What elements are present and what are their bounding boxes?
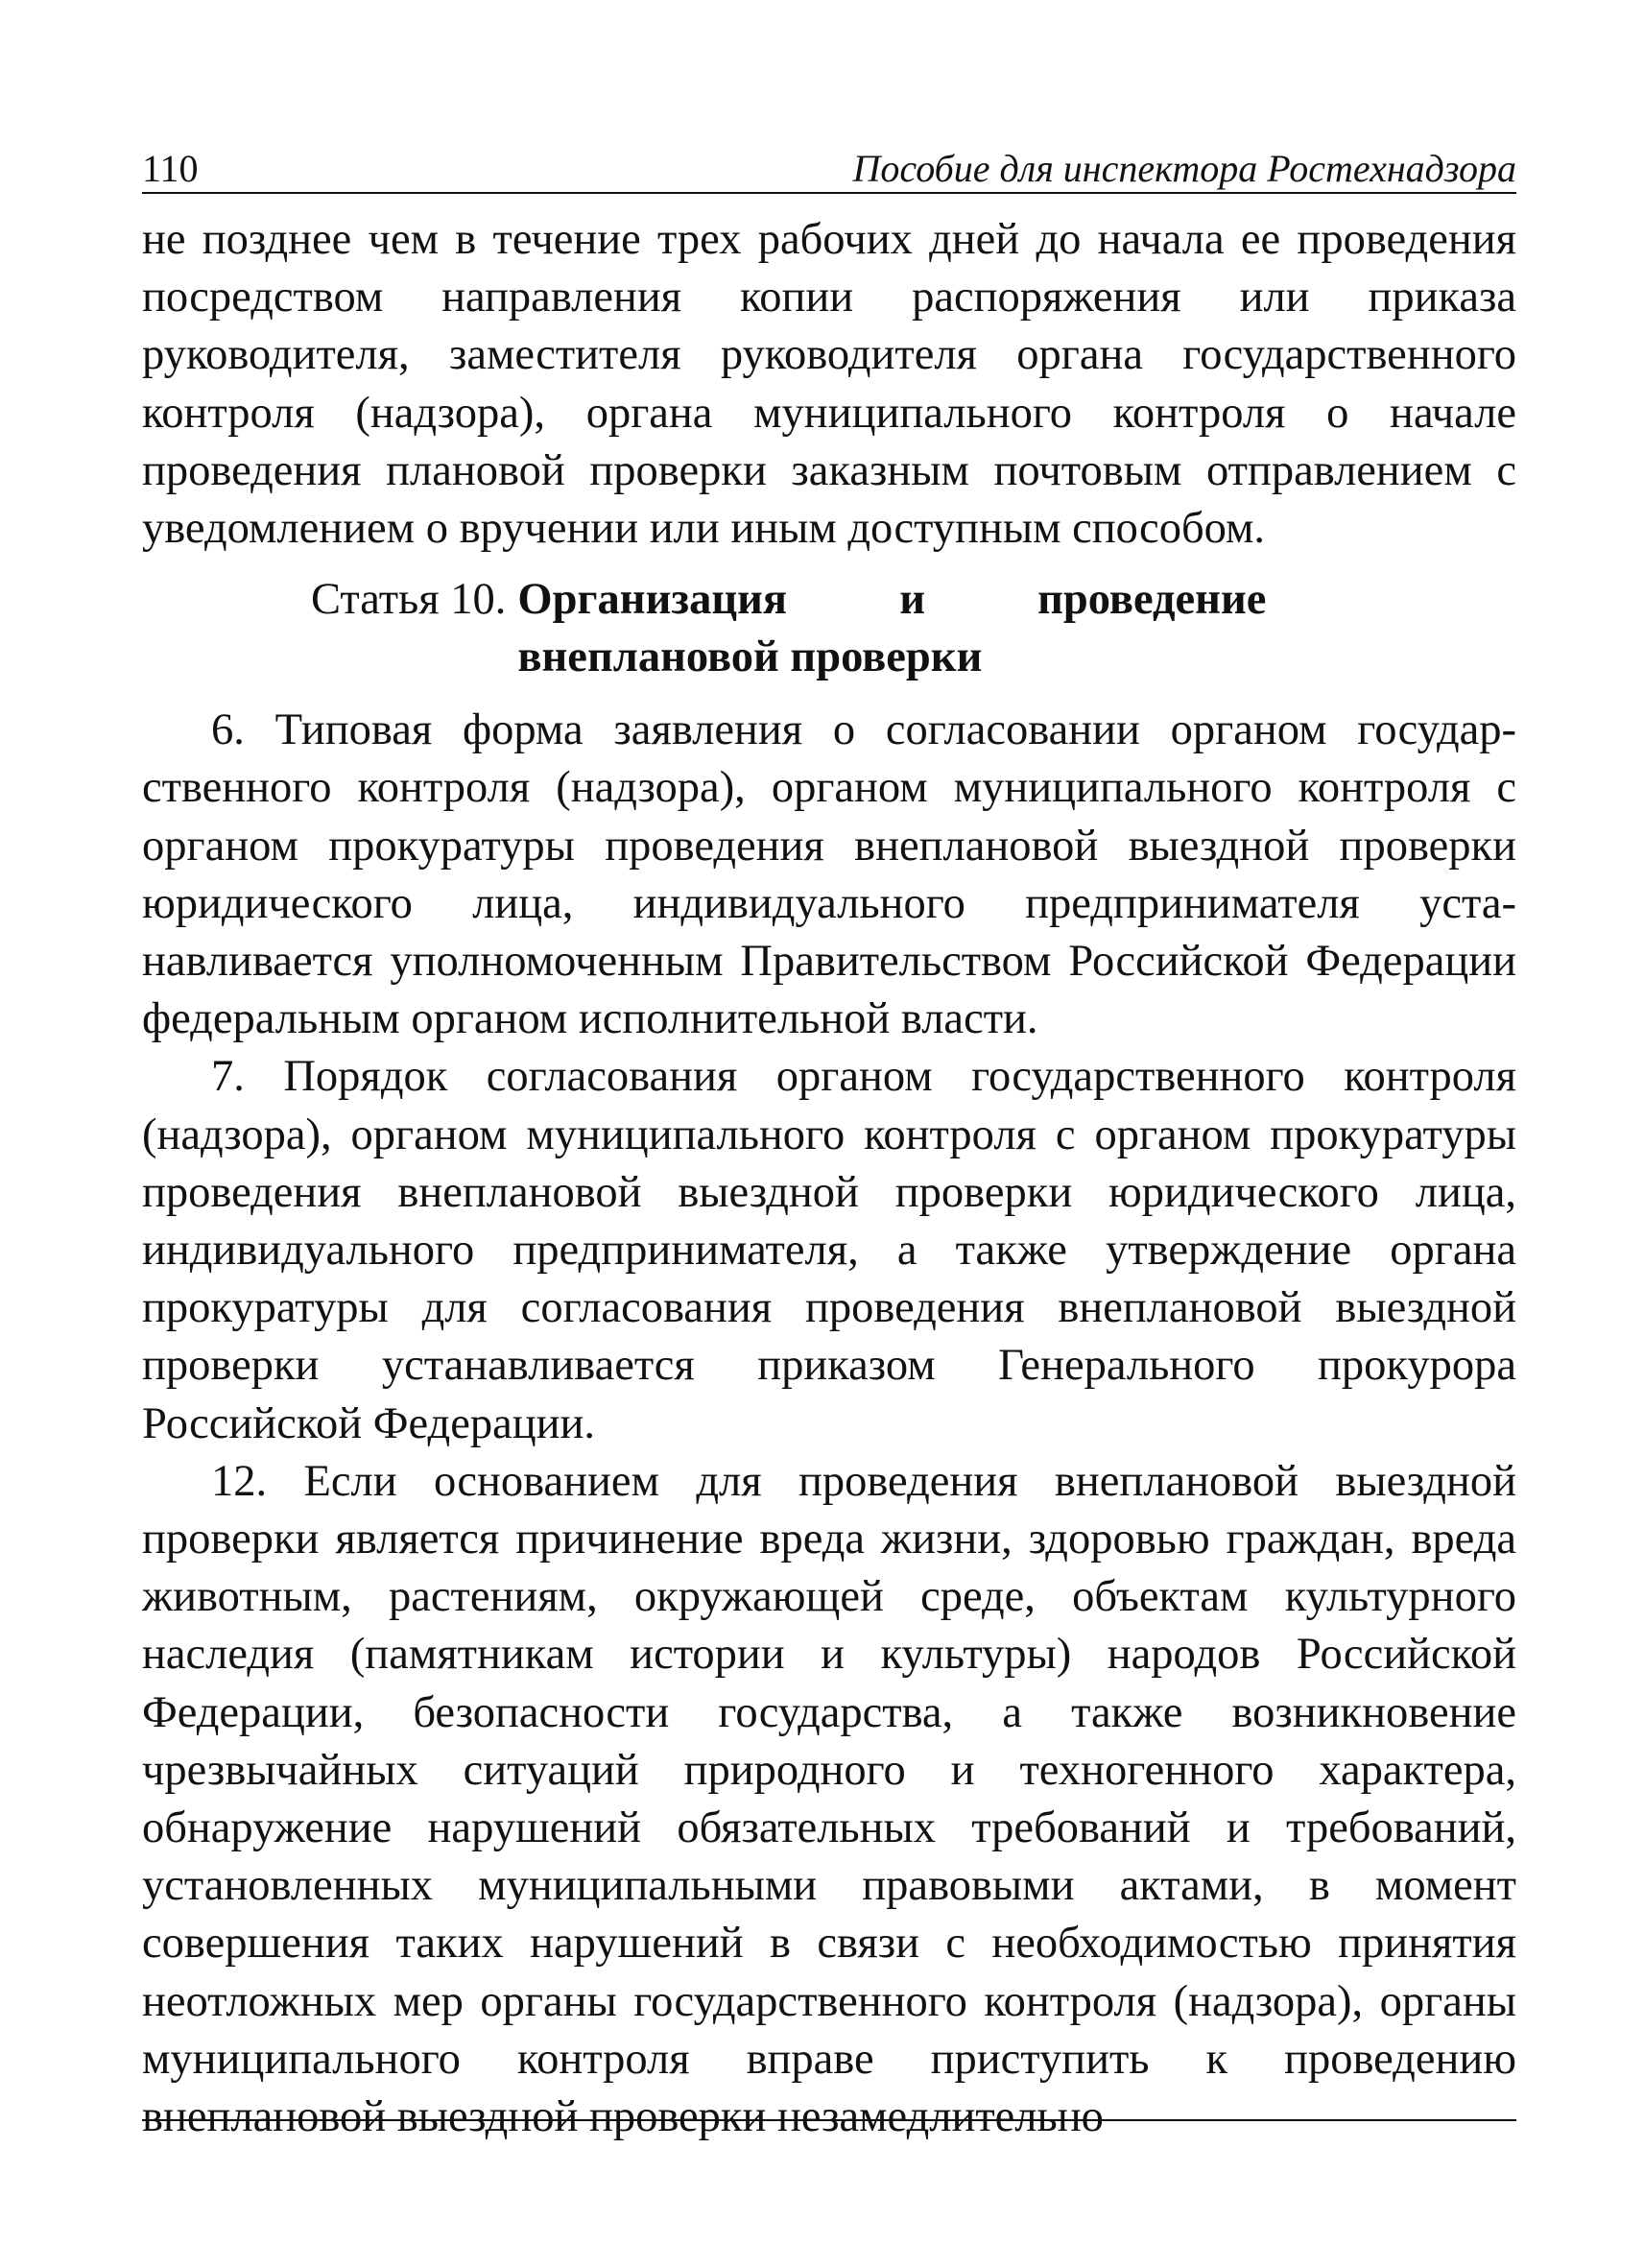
- paragraph-continuation: не позднее чем в течение трех рабочих дней до начала ее проведения посредством направления копии распоряжения или приказа руководителя, заместителя руководителя органа государственного контроля (надзора), органа муниципального контроля о начале проведения плановой проверки заказным почтовым отправлением с уведомлением о вручении или иным доступным способом.: [142, 215, 1516, 554]
- page-body: [142, 211, 1516, 2146]
- footer-rule: [142, 2119, 1516, 2121]
- article-title: Организация и проведение внеплановой проверки: [517, 575, 1267, 682]
- paragraph-6: 6. Типовая форма заявления о согласовании органом государственного контроля (надзора), органом муниципального контроля с органом прокуратуры проведения внеплановой выездной проверки юридического лица, индивидуального предпринимателя устанавливается уполномоченным Правительством Российской Федерации федеральным органом исполнительной власти.: [142, 705, 1516, 1044]
- paragraph-7: 7. Порядок согласования органом государственного контроля (надзора), органом муниципального контроля с органом прокуратуры проведения внеплановой выездной проверки юридического лица, индивидуального предпринимателя, а также утверждение органа прокуратуры для согласования проведения внеплановой выездной проверки устанавливается приказом Генерального прокурора Российской Федерации.: [142, 1052, 1516, 1448]
- book-title: Пособие для инспектора Ростехнадзора: [852, 147, 1516, 190]
- paragraph-12: 12. Если основанием для проведения внеплановой выездной проверки является причинение вреда жизни, здоровью граждан, вреда животным, растениям, окружающей среде, объектам культурного наследия (памятникам истории и культуры) народов Российской Федерации, безопасности государства, а также возникновение чрезвычайных ситуаций природного и техногенного характера, обнаружение нарушений обязательных требований и требований, установленных муниципальными правовыми актами, в момент совершения таких нарушений в связи с необходимостью принятия неотложных мер органы государственного контроля (надзора), органы муниципального контроля вправе приступить к проведению внеплановой выездной проверки незамедлительно: [142, 1456, 1516, 2142]
- document-page: [142, 134, 1516, 2146]
- article-heading: [142, 571, 1516, 686]
- running-header: [142, 134, 1516, 194]
- article-label: Статья 10.: [311, 575, 507, 625]
- page-number: 110: [142, 147, 199, 190]
